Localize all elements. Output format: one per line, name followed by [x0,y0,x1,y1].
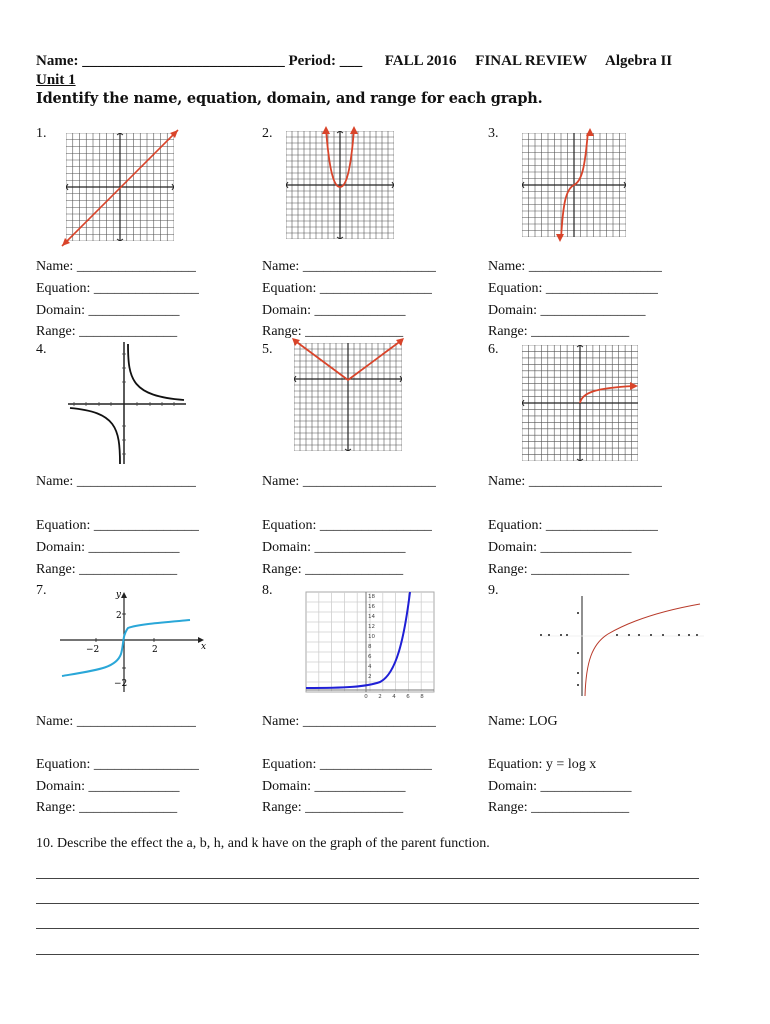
domain-line-7[interactable]: Domain: _____________ [36,779,180,794]
graph-7-y-label: y [115,590,121,600]
graph-8-y-tick: 16 [368,604,375,610]
problem-number-1: 1. [36,126,47,141]
domain-line-6[interactable]: Domain: _____________ [488,540,632,555]
graph-7-x-neg: −2 [86,645,100,655]
domain-line-5[interactable]: Domain: _____________ [262,540,406,555]
instructions: Identify the name, equation, domain, and range for each graph. [36,90,543,107]
problem-number-6: 6. [488,342,499,357]
graph-7-x-label: x [201,642,207,652]
graph-8-y-tick: 14 [368,614,375,620]
problem-number-9: 9. [488,583,499,598]
domain-line-4[interactable]: Domain: _____________ [36,540,180,555]
domain-line-9[interactable]: Domain: _____________ [488,779,632,794]
header-line: Name: ___________________________ Period: ___ FALL 2016 FINAL REVIEW Algebra II [36,53,673,69]
domain-line-2[interactable]: Domain: _____________ [262,303,406,318]
question-10: 10. Describe the effect the a, b, h, and k have on the graph of the parent function. [36,836,490,851]
problem-number-8: 8. [262,583,273,598]
problem-number-2: 2. [262,126,273,141]
equation-line-7[interactable]: Equation: _______________ [36,757,199,772]
graph-7-y-pos: 2 [116,611,122,621]
range-line-8[interactable]: Range: ______________ [262,800,404,815]
answer-line[interactable] [36,954,699,955]
answer-line[interactable] [36,928,699,929]
range-line-9[interactable]: Range: ______________ [488,800,630,815]
graph-3-arrows [555,126,595,244]
name-line-8[interactable]: Name: ___________________ [262,714,436,729]
name-line-7[interactable]: Name: _________________ [36,714,196,729]
graph-7-y-neg: −2 [114,679,128,689]
graph-7 [58,588,208,696]
name-line-9[interactable]: Name: LOG [488,714,558,729]
name-line-4[interactable]: Name: _________________ [36,474,196,489]
problem-number-4: 4. [36,342,47,357]
equation-line-6[interactable]: Equation: ________________ [488,518,658,533]
graph-8 [304,590,436,700]
equation-line-2[interactable]: Equation: ________________ [262,281,432,296]
graph-8-y-tick: 4 [368,664,372,670]
range-line-5[interactable]: Range: ______________ [262,562,404,577]
answer-line[interactable] [36,878,699,879]
unit-label: Unit 1 [36,72,76,88]
graph-5-curve [290,336,406,386]
equation-line-8[interactable]: Equation: ________________ [262,757,432,772]
graph-8-x-tick: 4 [392,694,396,700]
graph-8-x-tick: 2 [378,694,382,700]
graph-7-x-pos: 2 [152,645,158,655]
range-line-4[interactable]: Range: ______________ [36,562,178,577]
equation-line-4[interactable]: Equation: _______________ [36,518,199,533]
name-line-2[interactable]: Name: ___________________ [262,259,436,274]
domain-line-1[interactable]: Domain: _____________ [36,303,180,318]
equation-line-9[interactable]: Equation: y = log x [488,757,597,772]
equation-line-3[interactable]: Equation: ________________ [488,281,658,296]
graph-1-curve [58,126,182,250]
graph-8-y-tick: 10 [368,634,375,640]
graph-8-y-tick: 2 [368,674,372,680]
graph-8-y-tick: 18 [368,594,375,600]
range-line-1[interactable]: Range: ______________ [36,324,178,339]
graph-6 [522,345,638,461]
range-line-2[interactable]: Range: ______________ [262,324,404,339]
domain-line-3[interactable]: Domain: _______________ [488,303,646,318]
range-line-7[interactable]: Range: ______________ [36,800,178,815]
range-line-3[interactable]: Range: ______________ [488,324,630,339]
graph-8-x-tick: 6 [406,694,410,700]
equation-line-5[interactable]: Equation: ________________ [262,518,432,533]
graph-8-y-tick: 12 [368,624,375,630]
graph-8-y-tick: 6 [368,654,372,660]
answer-line[interactable] [36,903,699,904]
name-line-1[interactable]: Name: _________________ [36,259,196,274]
range-line-6[interactable]: Range: ______________ [488,562,630,577]
graph-2 [286,131,394,239]
problem-number-3: 3. [488,126,499,141]
name-line-3[interactable]: Name: ___________________ [488,259,662,274]
equation-line-1[interactable]: Equation: _______________ [36,281,199,296]
graph-8-x-tick: 0 [364,694,368,700]
problem-number-7: 7. [36,583,47,598]
domain-line-8[interactable]: Domain: _____________ [262,779,406,794]
graph-2-arrows [320,124,360,138]
problem-number-5: 5. [262,342,273,357]
name-line-5[interactable]: Name: ___________________ [262,474,436,489]
name-line-6[interactable]: Name: ___________________ [488,474,662,489]
graph-8-x-tick: 8 [420,694,424,700]
graph-4 [66,340,188,466]
graph-8-y-tick: 8 [368,644,372,650]
graph-9 [536,592,706,698]
